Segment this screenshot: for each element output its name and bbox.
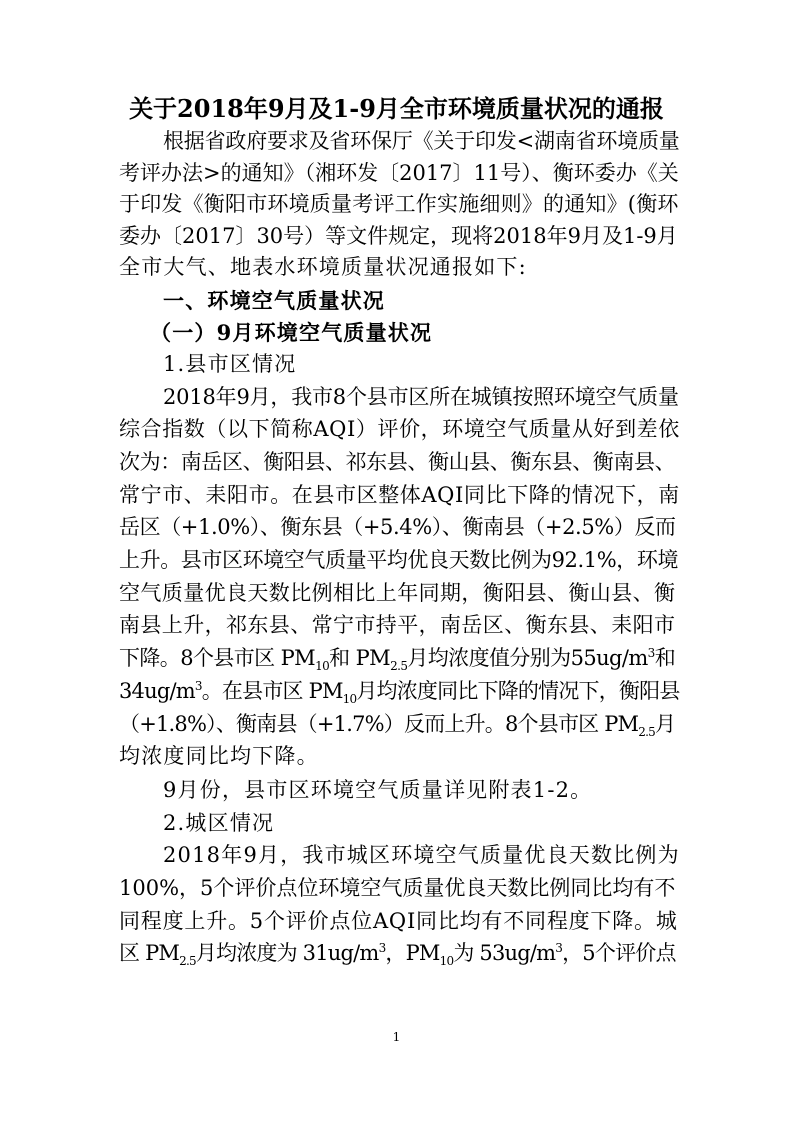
document-title: 关于2018年9月及1-9月全市环境质量状况的通报 [129,94,664,123]
body-line: 均浓度同比均下降。 [119,744,319,768]
text-run: 区 PM [119,941,180,965]
body-line: 考评办法>的通知》（湘环发〔2017〕11号）、衡环委办《关 [119,161,679,185]
text-run: （+1.8%）、衡南县（+1.7%）反而上升。8个县市区 PM [119,712,639,736]
text-run: 和 [654,646,676,670]
body-line: 次为：南岳区、衡阳县、祁东县、衡山县、衡东县、衡南县、 [119,450,676,474]
subscript: 10 [315,659,330,674]
subscript: 10 [342,692,357,707]
text-run: ，PM [385,941,440,965]
section-heading: 一、环境空气质量状况 [163,288,385,313]
text-run: 为 53ug/m [453,941,556,965]
subscript: 2.5 [638,725,655,740]
subscript: 2.5 [390,659,408,674]
body-line: 100%，5个评价点位环境空气质量优良天数比例同比均有不 [119,876,676,900]
text-run: 月 [654,712,676,736]
body-line: 上升。县市区环境空气质量平均优良天数比例为92.1%，环境 [119,548,679,572]
body-line: 同程度上升。5个评价点位AQI同比均有不同程度下降。城 [119,909,678,933]
text-run: 和 PM [329,646,391,670]
page-number: 1 [392,1030,401,1044]
superscript: 3 [194,679,202,693]
body-line: 9月份，县市区环境空气质量详见附表1-2。 [163,778,593,802]
body-line: 南县上升，祁东县、常宁市持平，南岳区、衡东县、耒阳市 [119,613,676,637]
body-line: 常宁市、耒阳市。在县市区整体AQI同比下降的情况下，南 [119,483,680,507]
body-line [119,676,680,706]
body-line [119,709,675,739]
body-line: 2018年9月，我市城区环境空气质量优良天数比例为 [163,843,680,867]
body-line: 空气质量优良天数比例相比上年同期，衡阳县、衡山县、衡 [119,581,676,605]
text-run: ，5个评价点 [562,941,676,965]
text-run: 下降。8个县市区 PM [119,646,316,670]
subscript: 10 [439,954,454,969]
text-run: 月均浓度为 31ug/m [195,941,379,965]
body-line: 全市大气、地表水环境质量状况通报如下: [119,255,527,279]
item-heading: 1.县市区情况 [163,352,297,376]
body-line: 综合指数（以下简称AQI）评价，环境空气质量从好到差依 [119,417,680,441]
subscript: 2.5 [179,954,196,969]
body-line: 委办〔2017〕30号）等文件规定，现将2018年9月及1-9月 [119,224,678,248]
body-line [119,938,676,968]
superscript: 3 [378,941,386,955]
text-run: 月均浓度同比下降的情况下，衡阳县 [356,679,680,703]
body-line: 岳区（+1.0%）、衡东县（+5.4%）、衡南县（+2.5%）反而 [119,515,676,539]
text-run: 34ug/m [119,679,195,703]
body-line [119,643,675,673]
superscript: 3 [555,941,563,955]
superscript: 3 [647,646,655,660]
body-line: 2018年9月，我市8个县市区所在城镇按照环境空气质量 [163,385,679,409]
body-line: 根据省政府要求及省环保厅《关于印发<湖南省环境质量 [163,129,680,153]
text-run: 月均浓度值分别为55ug/m [407,646,648,670]
body-line: 于印发《衡阳市环境质量考评工作实施细则》的通知》(衡环 [119,192,679,216]
item-heading: 2.城区情况 [163,811,275,835]
subsection-heading: （一）9月环境空气质量状况 [150,320,433,345]
text-run: 。在县市区 PM [201,679,343,703]
